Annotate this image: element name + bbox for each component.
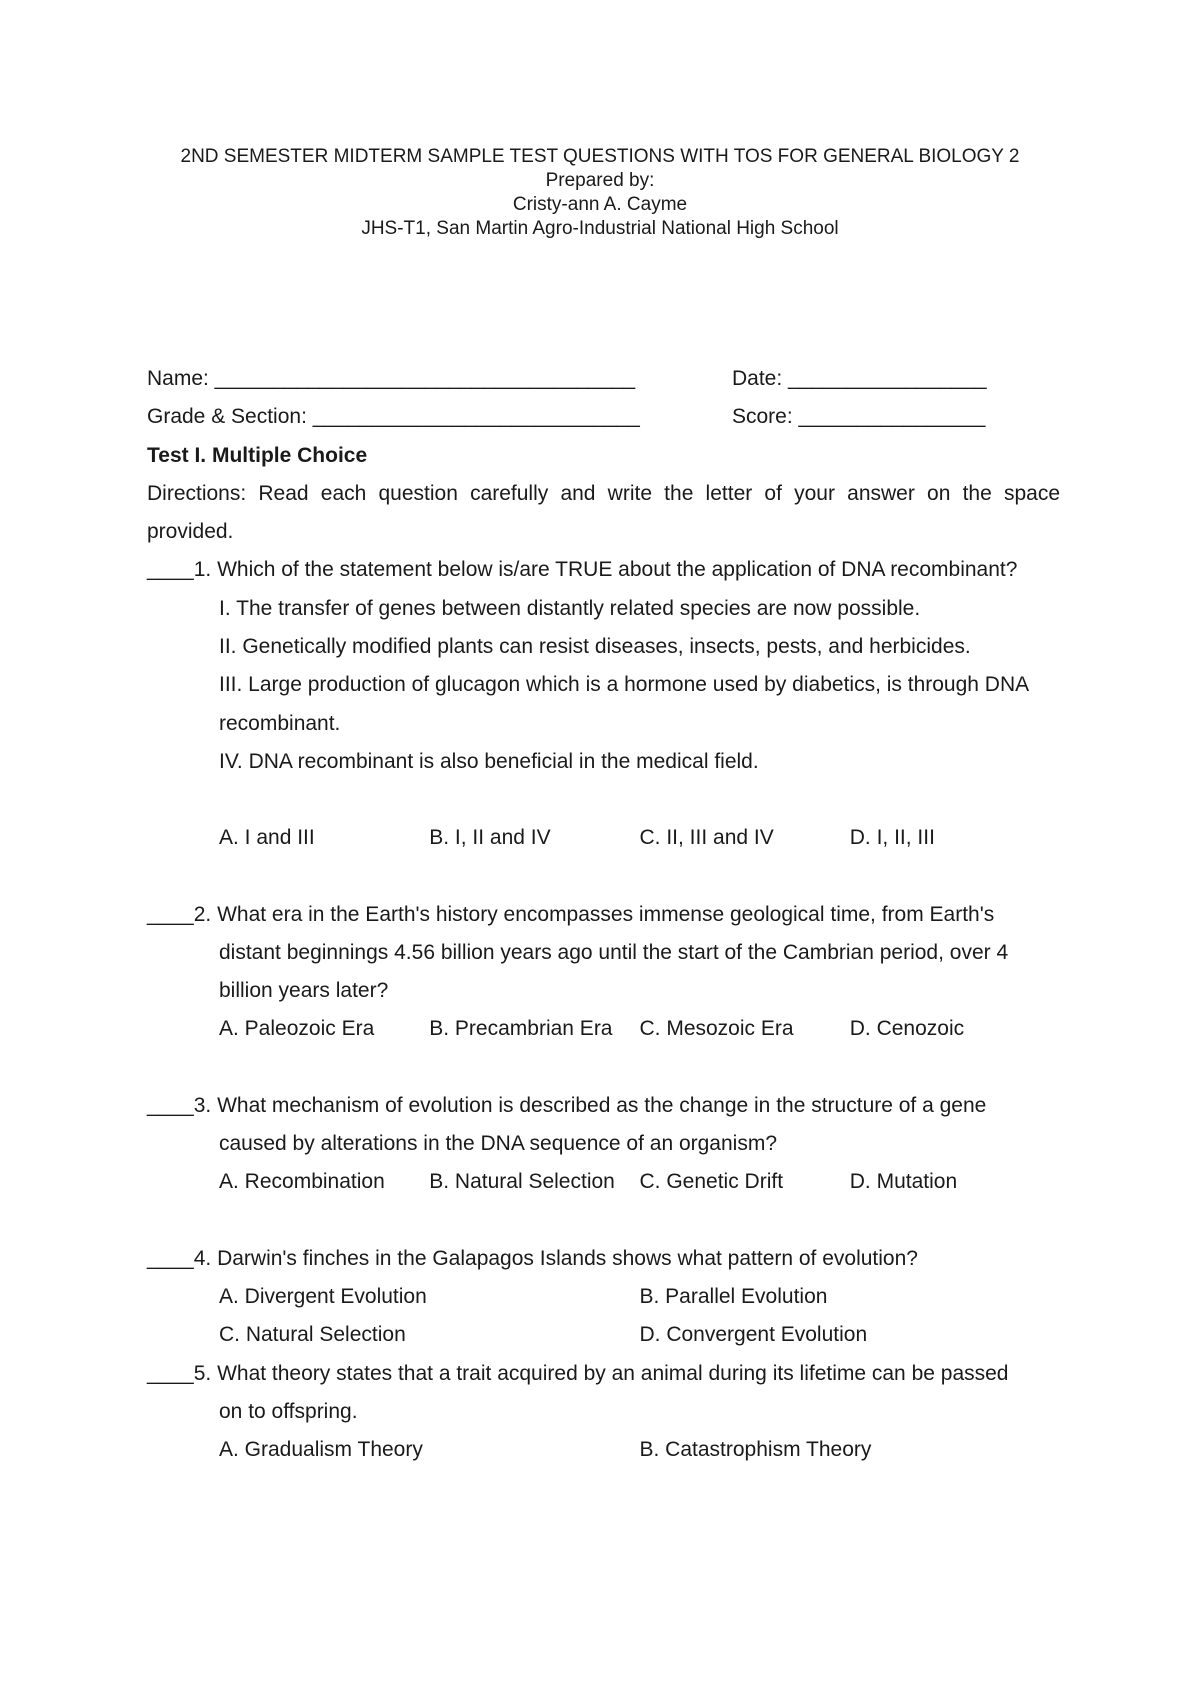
option-c: C. Mesozoic Era [639,1017,794,1041]
option-a: A. Gradualism Theory [219,1438,423,1462]
grade-section-field[interactable]: Grade & Section: ____________________________ [147,405,640,429]
test-body [147,360,1060,1469]
question-4-text: ____4. Darwin's finches in the Galapagos Islands shows what pattern of evolution? [147,1246,918,1270]
option-b: B. Parallel Evolution [639,1284,828,1308]
question-2-text-cont: distant beginnings 4.56 billion years ago until the start of the Cambrian period, over 4 [219,940,1009,964]
question-5-text: ____5. What theory states that a trait acquired by an animal during its lifetime can be passed [147,1361,1009,1385]
question-1-statement: recombinant. [219,711,341,735]
question-5-text-cont: on to offspring. [219,1399,358,1423]
question-5-options [147,1431,1060,1469]
question-1-statement-text: III. Large production of glucagon which is a hormone used by diabetics, is through DNA [219,673,1030,697]
question-3-text-cont: caused by alterations in the DNA sequence of an organism? [219,1132,778,1156]
option-d: D. Cenozoic [849,1017,965,1041]
option-a: A. Recombination [219,1170,385,1194]
question-1-statement: II. Genetically modified plants can resist diseases, insects, pests, and herbicides. [219,635,971,659]
option-a: A. Paleozoic Era [219,1017,375,1041]
option-a: A. I and III [219,826,315,850]
question-2-text-cont: billion years later? [219,979,389,1003]
option-c: C. Genetic Drift [639,1170,784,1194]
school-name: JHS-T1, San Martin Agro-Industrial National High School [361,218,839,239]
test-title: Test I. Multiple Choice [147,443,368,467]
option-c: C. Natural Selection [219,1323,406,1347]
option-c: C. II, III and IV [639,826,774,850]
question-1-statement [147,666,1060,704]
grade-score-row [147,398,1060,436]
question-1-statement: I. The transfer of genes between distantly related species are now possible. [219,596,921,620]
name-field[interactable]: Name: ____________________________________ [147,367,636,390]
author-name: Cristy-ann A. Cayme [512,194,688,215]
prepared-by-label: Prepared by: [545,170,655,191]
question-2-text: ____2. What era in the Earth's history encompasses immense geological time, from Earth's [147,902,995,926]
option-b: B. Precambrian Era [429,1017,613,1041]
option-b: B. Natural Selection [429,1170,615,1194]
question-1-statement: IV. DNA recombinant is also beneficial in the medical field. [219,749,759,773]
document-title: 2ND SEMESTER MIDTERM SAMPLE TEST QUESTIONS WITH TOS FOR GENERAL BIOLOGY 2 [180,146,1020,167]
question-3-options [147,1163,1060,1201]
option-b: B. I, II and IV [429,826,551,850]
option-d: D. I, II, III [849,826,935,850]
question-2-options [147,1010,1060,1048]
question-4-options-row-2 [147,1316,1060,1354]
option-a: A. Divergent Evolution [219,1284,427,1308]
name-date-row [147,360,1060,398]
score-field[interactable]: Score: ________________ [732,405,986,429]
option-d: D. Convergent Evolution [639,1323,868,1347]
question-3-text: ____3. What mechanism of evolution is described as the change in the structure of a gene [147,1093,987,1117]
document-header [0,145,1200,241]
question-1-options [147,819,1060,857]
question-1-text: ____1. Which of the statement below is/are TRUE about the application of DNA recombinant? [147,558,1018,582]
test-directions: Directions: Read each question carefully and write the letter of your answer on the space provided. [147,481,1060,544]
date-field[interactable]: Date: _________________ [732,367,987,390]
option-b: B. Catastrophism Theory [639,1438,872,1462]
question-4-options-row-1 [147,1278,1060,1316]
option-d: D. Mutation [849,1170,958,1194]
